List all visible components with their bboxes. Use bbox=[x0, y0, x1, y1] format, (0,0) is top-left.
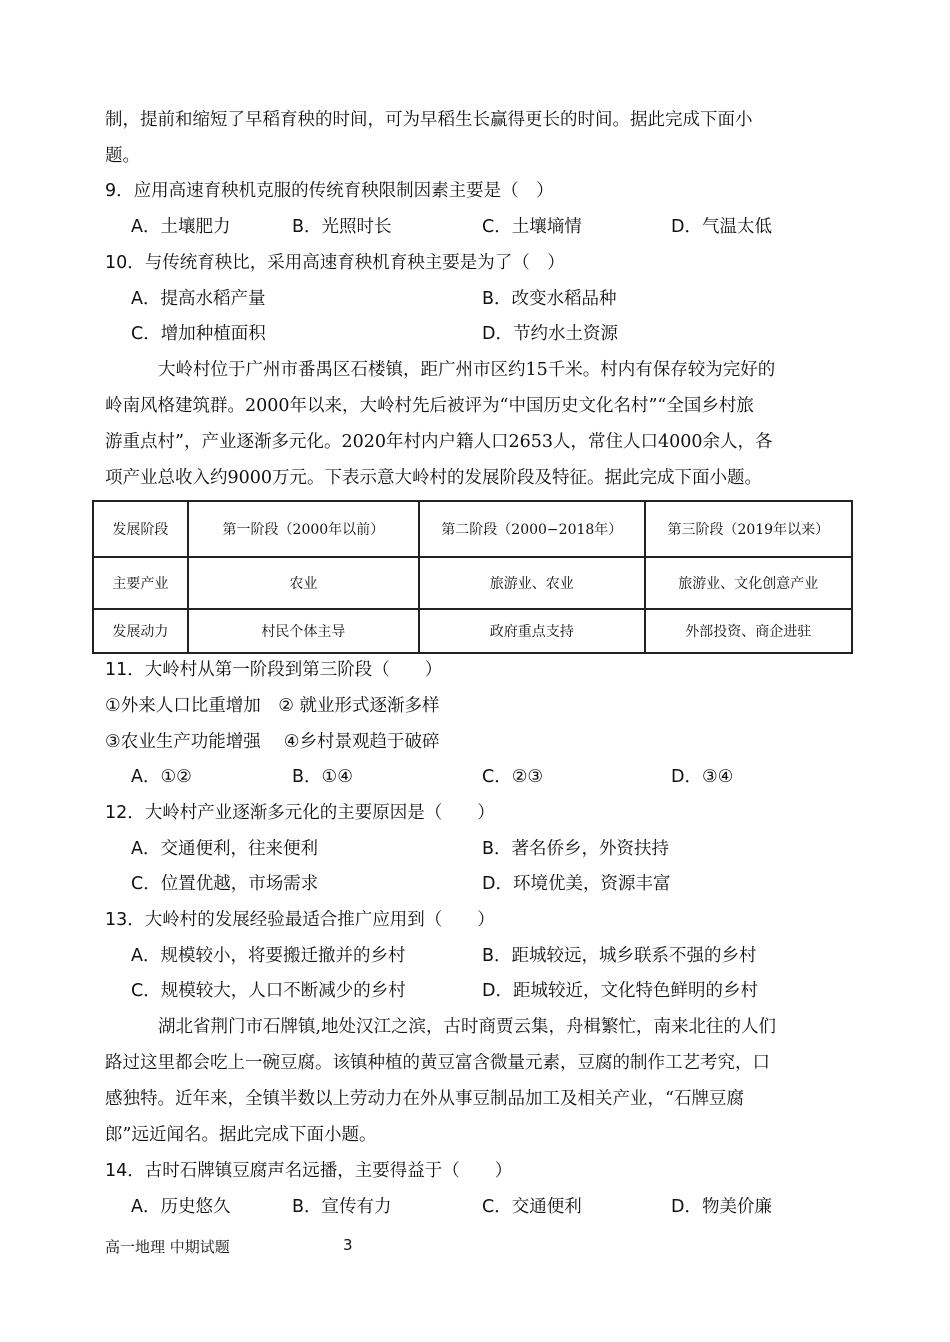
table-cell: 主要产业 bbox=[93, 557, 188, 609]
passage2-line-4: 项产业总收入约9000万元。下表示意大岭村的发展阶段及特征。据此完成下面小题。 bbox=[105, 468, 763, 488]
q10-option-d: D．节约水土资源 bbox=[482, 324, 618, 344]
table-cell: 村民个体主导 bbox=[188, 609, 419, 653]
q12-option-d: D．环境优美，资源丰富 bbox=[482, 874, 671, 894]
table-cell: 政府重点支持 bbox=[419, 609, 645, 653]
passage3-line-1: 湖北省荆门市石牌镇,地处汉江之滨，古时商贾云集，舟楫繁忙，南来北往的人们 bbox=[158, 1017, 777, 1037]
intro-line-1: 制，提前和缩短了早稻育秧的时间，可为早稻生长赢得更长的时间。据此完成下面小 bbox=[105, 110, 753, 130]
table-header-cell: 发展阶段 bbox=[93, 501, 188, 557]
passage3-line-3: 感独特。近年来，全镇半数以上劳动力在外从事豆制品加工及相关产业，“石牌豆腐 bbox=[105, 1089, 744, 1109]
passage3-line-2: 路过这里都会吃上一碗豆腐。该镇种植的黄豆富含微量元素，豆腐的制作工艺考究，口 bbox=[105, 1053, 770, 1073]
q11-option-a: A．①② bbox=[131, 767, 192, 787]
intro-line-2: 题。 bbox=[105, 146, 140, 166]
q9-option-d: D．气温太低 bbox=[671, 217, 772, 237]
question-11: 11．大岭村从第一阶段到第三阶段（ ） bbox=[105, 660, 443, 680]
table-header-cell: 第一阶段（2000年以前） bbox=[188, 501, 419, 557]
question-13: 13．大岭村的发展经验最适合推广应用到（ ） bbox=[105, 910, 495, 930]
q11-option-c: C．②③ bbox=[482, 767, 544, 787]
q14-option-c: C．交通便利 bbox=[482, 1197, 582, 1217]
q13-option-d: D．距城较近，文化特色鲜明的乡村 bbox=[482, 981, 758, 1001]
passage3-line-4: 郎”远近闻名。据此完成下面小题。 bbox=[105, 1125, 377, 1145]
passage2-line-2: 岭南风格建筑群。2000年以来，大岭村先后被评为“中国历史文化名村”“全国乡村旅 bbox=[105, 396, 754, 416]
q11-option-d: D．③④ bbox=[671, 767, 734, 787]
table-row bbox=[93, 501, 852, 557]
development-stage-table bbox=[92, 500, 853, 654]
question-14: 14．古时石牌镇豆腐声名远播，主要得益于（ ） bbox=[105, 1161, 513, 1181]
footer-title: 高一地理 中期试题 bbox=[105, 1238, 230, 1256]
q11-items-2: ③农业生产功能增强 ④乡村景观趋于破碎 bbox=[105, 732, 440, 752]
table-cell: 外部投资、商企进驻 bbox=[645, 609, 852, 653]
q12-option-c: C．位置优越，市场需求 bbox=[131, 874, 319, 894]
table-cell: 旅游业、文化创意产业 bbox=[645, 557, 852, 609]
q13-option-b: B．距城较远，城乡联系不强的乡村 bbox=[482, 946, 757, 966]
q14-option-d: D．物美价廉 bbox=[671, 1197, 772, 1217]
question-9: 9．应用高速育秧机克服的传统育秧限制因素主要是（ ） bbox=[105, 181, 554, 201]
q12-option-a: A．交通便利，往来便利 bbox=[131, 839, 318, 859]
q10-option-a: A．提高水稻产量 bbox=[131, 289, 266, 309]
q9-option-b: B．光照时长 bbox=[292, 217, 392, 237]
table-header-cell: 第三阶段（2019年以来） bbox=[645, 501, 852, 557]
q12-option-b: B．著名侨乡，外资扶持 bbox=[482, 839, 670, 859]
q11-items-1: ①外来人口比重增加 ② 就业形式逐渐多样 bbox=[105, 696, 440, 716]
passage2-line-1: 大岭村位于广州市番禺区石楼镇，距广州市区约15千米。村内有保存较为完好的 bbox=[158, 360, 776, 380]
q14-option-b: B．宣传有力 bbox=[292, 1197, 392, 1217]
q13-option-a: A．规模较小，将要搬迁撤并的乡村 bbox=[131, 946, 406, 966]
table-cell: 农业 bbox=[188, 557, 419, 609]
table-header-cell: 第二阶段（2000−2018年） bbox=[419, 501, 645, 557]
table-cell: 旅游业、农业 bbox=[419, 557, 645, 609]
question-12: 12．大岭村产业逐渐多元化的主要原因是（ ） bbox=[105, 803, 495, 823]
question-10: 10．与传统育秧比，采用高速育秧机育秧主要是为了（ ） bbox=[105, 253, 565, 273]
q14-option-a: A．历史悠久 bbox=[131, 1197, 231, 1217]
table-row bbox=[93, 609, 852, 653]
q13-option-c: C．规模较大，人口不断减少的乡村 bbox=[131, 981, 406, 1001]
passage2-line-3: 游重点村”，产业逐渐多元化。2020年村内户籍人口2653人，常住人口4000余人，各 bbox=[105, 432, 773, 452]
page-number: 3 bbox=[343, 1236, 353, 1254]
table-row bbox=[93, 557, 852, 609]
q9-option-c: C．土壤墒情 bbox=[482, 217, 582, 237]
q10-option-c: C．增加种植面积 bbox=[131, 324, 266, 344]
table-cell: 发展动力 bbox=[93, 609, 188, 653]
q11-option-b: B．①④ bbox=[292, 767, 353, 787]
q10-option-b: B．改变水稻品种 bbox=[482, 289, 617, 309]
q9-option-a: A．土壤肥力 bbox=[131, 217, 231, 237]
